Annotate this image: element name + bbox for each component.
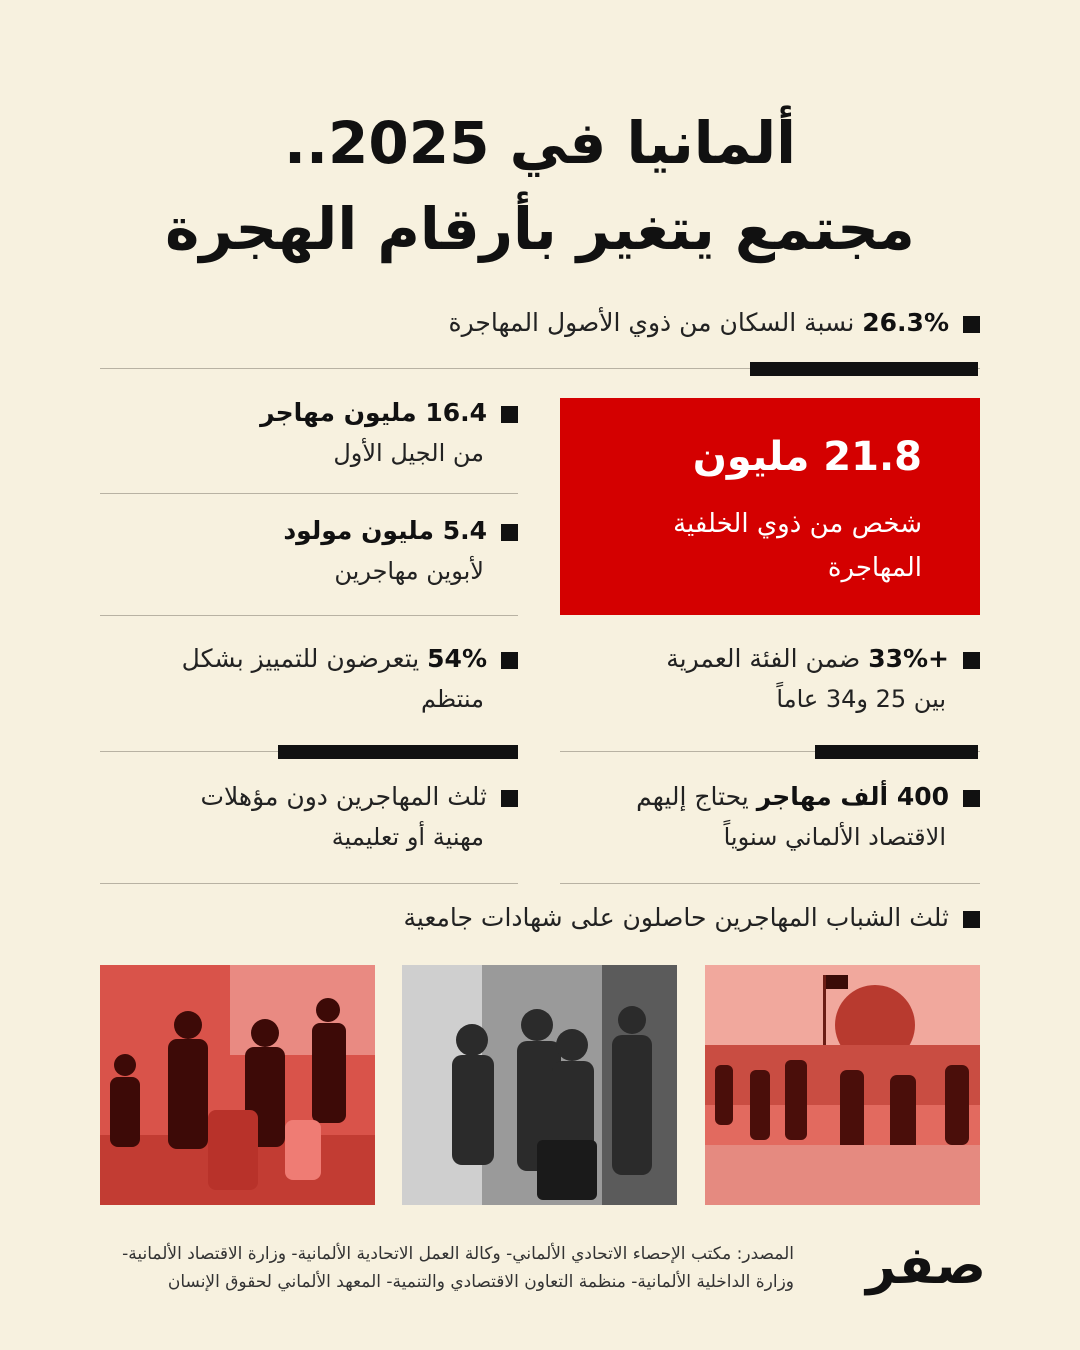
divider-accent <box>815 745 978 759</box>
stat-age-group <box>560 644 980 713</box>
stat-text: ضمن الفئة العمرية <box>666 644 861 673</box>
bullet-icon <box>963 911 980 928</box>
total-text: شخص من ذوي الخلفية المهاجرة <box>673 509 922 583</box>
title-line-2: مجتمع يتغير بأرقام الهجرة <box>165 195 915 263</box>
divider <box>560 883 980 884</box>
stat-text-2: الاقتصاد الألماني سنوياً <box>723 823 946 851</box>
stat-text: لأبوين مهاجرين <box>334 557 484 585</box>
station-photo <box>402 965 677 1205</box>
source-line-1: المصدر: مكتب الإحصاء الاتحادي الألماني- وكالة العمل الاتحادية الألمانية- وزارة الاقتصاد الألمانية- <box>122 1244 794 1264</box>
bullet-icon <box>963 652 980 669</box>
divider <box>100 615 518 616</box>
stat-text-2: مهنية أو تعليمية <box>331 823 484 851</box>
stat-text: ثلث الشباب المهاجرين حاصلون على شهادات جامعية <box>403 903 949 932</box>
stat-value: 5.4 مليون مولود <box>283 516 487 545</box>
stat-needed <box>560 782 980 851</box>
stat-first-gen <box>100 398 518 467</box>
bullet-icon <box>501 524 518 541</box>
stat-value: 16.4 مليون مهاجر <box>260 398 487 427</box>
bullet-icon <box>501 790 518 807</box>
stat-text: يحتاج إليهم <box>636 782 749 811</box>
stat-text-2: منتظم <box>421 685 484 713</box>
stat-value: +33% <box>868 644 949 673</box>
stat-text: يتعرضون للتمييز بشكل <box>181 644 420 673</box>
stat-value: 54% <box>427 644 487 673</box>
divider <box>100 493 518 494</box>
source-line-2: وزارة الداخلية الألمانية- منظمة التعاون الاقتصادي والتنمية- المعهد الألماني لحقوق الإنسان <box>167 1272 794 1292</box>
divider-accent <box>750 362 978 376</box>
stat-value: 26.3% <box>862 308 949 337</box>
stat-no-qualifications <box>100 782 518 851</box>
stat-migrant-origin <box>449 308 981 337</box>
stat-discrimination <box>100 644 518 713</box>
divider-accent <box>278 745 518 759</box>
stat-value: 400 ألف مهاجر <box>756 782 949 811</box>
bullet-icon <box>963 316 980 333</box>
page-title <box>0 100 1080 272</box>
stat-text-2: بين 25 و34 عاماً <box>776 685 946 713</box>
total-value: 21.8 مليون <box>692 434 922 480</box>
luggage-photo <box>100 965 375 1205</box>
brand-logo: صفر <box>866 1236 987 1296</box>
stat-born <box>100 516 518 585</box>
divider <box>100 883 518 884</box>
bullet-icon <box>501 406 518 423</box>
source-note <box>94 1240 794 1296</box>
camp-photo <box>705 965 980 1205</box>
bullet-icon <box>963 790 980 807</box>
total-migrant-background-card <box>560 398 980 615</box>
stat-text: ثلث المهاجرين دون مؤهلات <box>200 782 487 811</box>
title-line-1: ألمانيا في 2025.. <box>283 109 797 177</box>
stat-text: من الجيل الأول <box>333 439 484 467</box>
stat-text: نسبة السكان من ذوي الأصول المهاجرة <box>448 308 855 337</box>
stat-degrees <box>404 903 980 932</box>
bullet-icon <box>501 652 518 669</box>
